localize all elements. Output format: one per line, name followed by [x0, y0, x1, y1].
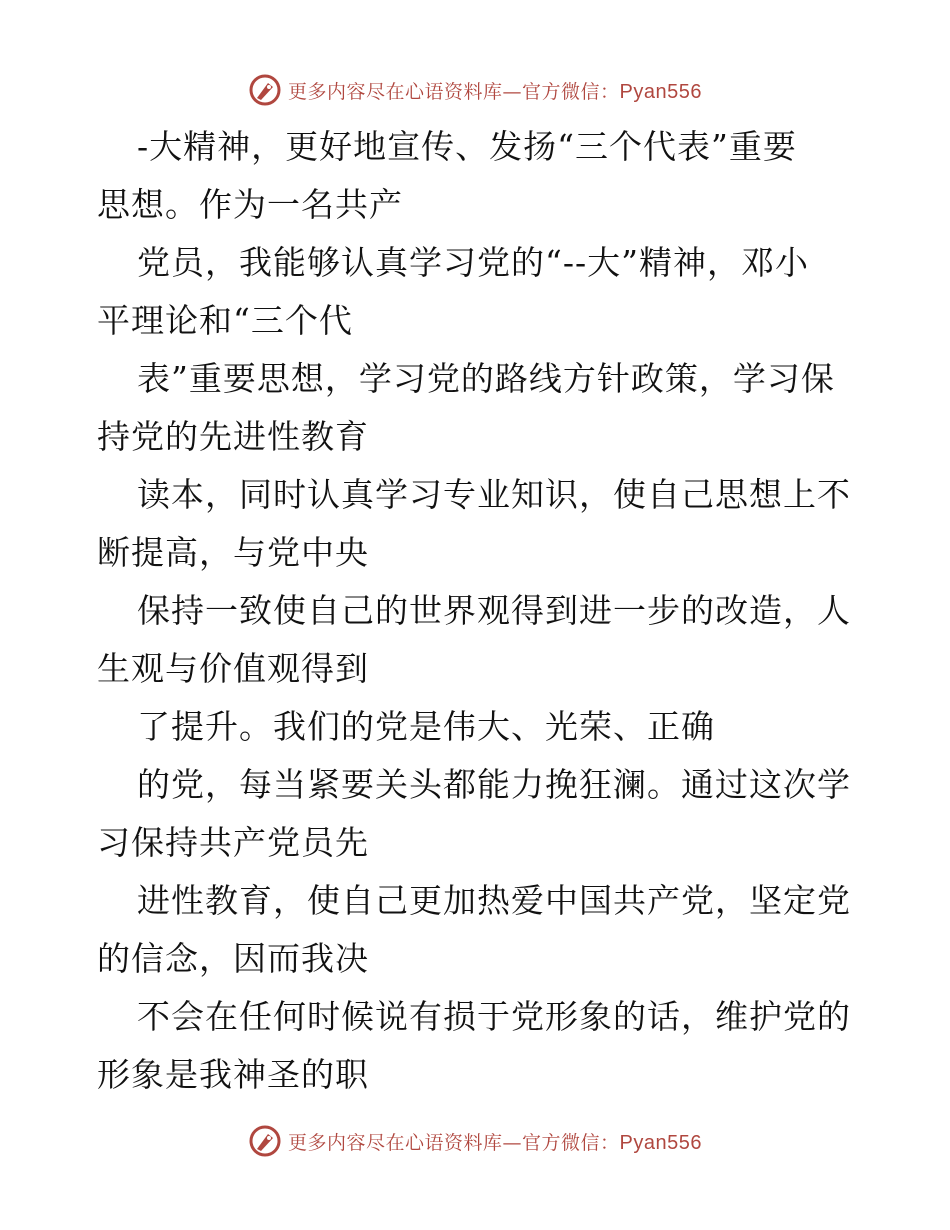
- footer-watermark: [0, 1121, 950, 1161]
- text-line: 的党，每当紧要关头都能力挽狂澜。通过这次学: [137, 765, 851, 804]
- text-line: 思想。作为一名共产: [97, 185, 403, 224]
- text-line: 平理论和“三个代: [97, 301, 353, 340]
- text-line: 不会在任何时候说有损于党形象的话，维护党的: [137, 997, 851, 1036]
- watermark-text: 更多内容尽在心语资料库—官方微信：Pyan556: [288, 1131, 702, 1154]
- text-line: 读本，同时认真学习专业知识，使自己思想上不: [137, 475, 851, 514]
- document-body: [97, 118, 857, 1104]
- pen-nib-logo-icon: [248, 73, 282, 107]
- text-line: 形象是我神圣的职: [97, 1055, 369, 1094]
- text-line: 党员，我能够认真学习党的“--大”精神，邓小: [137, 243, 810, 282]
- text-line: 习保持共产党员先: [97, 823, 369, 862]
- text-line: 表”重要思想，学习党的路线方针政策，学习保: [137, 359, 835, 398]
- pen-nib-logo-icon: [248, 1124, 282, 1158]
- text-line: -大精神，更好地宣传、发扬“三个代表”重要: [137, 127, 797, 166]
- text-line: 断提高，与党中央: [97, 533, 369, 572]
- text-line: 保持一致使自己的世界观得到进一步的改造，人: [137, 591, 851, 630]
- text-line: 进性教育，使自己更加热爱中国共产党，坚定党: [137, 881, 851, 920]
- text-line: 了提升。我们的党是伟大、光荣、正确: [137, 707, 715, 746]
- header-watermark: [0, 70, 950, 110]
- watermark-text: 更多内容尽在心语资料库—官方微信：Pyan556: [288, 80, 702, 103]
- text-line: 持党的先进性教育: [97, 417, 369, 456]
- text-line: 生观与价值观得到: [97, 649, 369, 688]
- text-line: 的信念，因而我决: [97, 939, 369, 978]
